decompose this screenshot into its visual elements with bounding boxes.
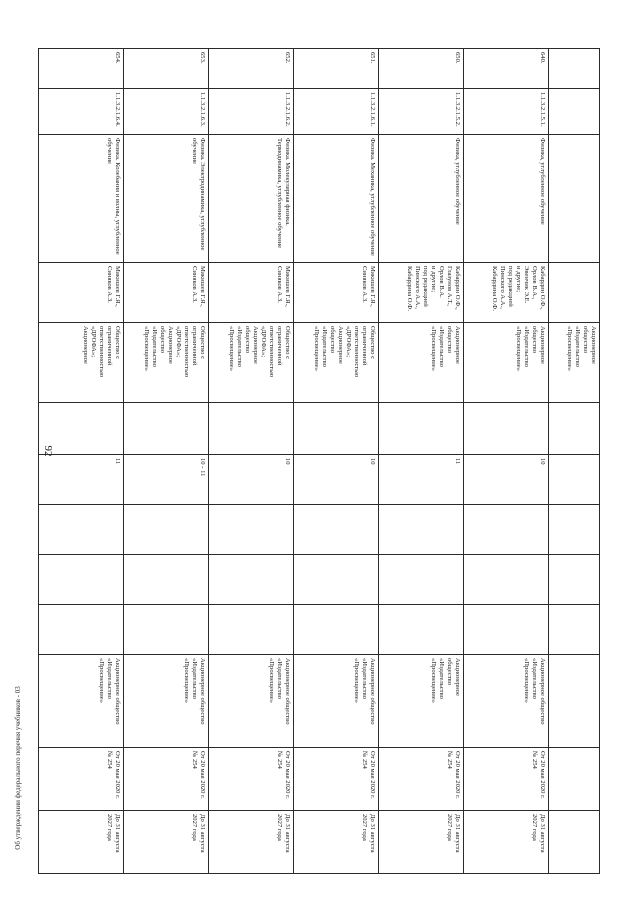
cell-line: Общество с (114, 326, 121, 360)
cell-line: «Издательство (235, 326, 243, 367)
cell-line: «Просвещение» (514, 326, 522, 372)
cell-line: Кабардина О.Ф. (405, 266, 413, 311)
empty-cell (379, 505, 464, 555)
authors-cell (294, 263, 379, 323)
cell-line: под редакцией (506, 266, 514, 307)
cell-line: «Издательство (320, 326, 328, 367)
cell-line: От 20 мая 2020 г. (454, 751, 461, 799)
cell-line: «Просвещение» (565, 326, 573, 372)
cell-line: «Просвещение» (429, 326, 437, 372)
cell-line: Мякишев Г.Я., (199, 266, 206, 307)
cell-line: № 254 (105, 751, 113, 769)
cell-line: От 20 мая 2020 г. (539, 751, 546, 799)
publisher-cell (464, 655, 549, 748)
cell-line: Орлов В.А., (530, 266, 538, 300)
empty-cell (124, 555, 209, 605)
cell-line: До 31 августа (199, 814, 206, 853)
cell-line: «ДРОФА»; (174, 326, 182, 358)
cell-line: 2027 года (360, 814, 368, 841)
cell-line: 2027 года (275, 814, 283, 841)
cell-line: Эвенчик Э.Е. (522, 266, 530, 304)
empty-cell (379, 403, 464, 455)
cell-line: «Издательство (150, 326, 158, 367)
empty-cell (464, 605, 549, 655)
cell-line: «ДРОФА»; (89, 326, 97, 358)
code-cell: 1.1.3.2.1.6.3. (124, 89, 209, 135)
table-cell (549, 263, 600, 323)
cell-line: «Просвещение» (267, 658, 275, 704)
table-cell (549, 135, 600, 263)
cell-line: Пинского А.А., (498, 266, 506, 309)
empty-cell (124, 505, 209, 555)
cell-line: «Издательство (275, 658, 283, 699)
grade-cell: 10 (209, 455, 294, 505)
table-cell (549, 811, 600, 874)
approval-date-cell (294, 748, 379, 811)
cell-line: Мякишев Г.Я., (284, 266, 291, 307)
cell-line: Акционерное общество (539, 658, 546, 725)
empty-cell (464, 403, 549, 455)
cell-line: «Просвещение» (227, 326, 235, 372)
cell-line: № 254 (190, 751, 198, 769)
authors-cell (39, 263, 124, 323)
cell-line: «Издательство (522, 326, 530, 367)
grade-cell: 10 (464, 455, 549, 505)
cell-line: ответственностью (182, 326, 190, 378)
code-cell: 1.1.3.2.1.5.2. (379, 89, 464, 135)
title-cell: Физика. Механика, углубленное обучение (294, 135, 379, 263)
cell-line: От 20 мая 2020 г. (284, 751, 291, 799)
approval-date-cell (464, 748, 549, 811)
cell-line: Акционерное (454, 658, 461, 696)
cell-line: От 20 мая 2020 г. (114, 751, 121, 799)
cell-line: 2027 года (105, 814, 113, 841)
cell-line: «Издательство (437, 326, 445, 367)
cell-line: под редакцией (421, 266, 429, 307)
empty-cell (39, 505, 124, 555)
valid-until-cell (379, 811, 464, 874)
title-cell: Физика, углубленное обучение (464, 135, 549, 263)
cell-line: ответственностью (352, 326, 360, 378)
cell-line: Орлов В.А. (437, 266, 445, 298)
footer-text: Об утверждении федерального перечня учебников - 03 (14, 686, 22, 850)
authors-cell (379, 263, 464, 323)
cell-line: «Издательство (105, 658, 113, 699)
cell-line: 2027 года (530, 814, 538, 841)
empty-cell (464, 555, 549, 605)
table-cell (549, 49, 600, 89)
row-number-cell: 652. (209, 49, 294, 89)
cell-line: ограниченной (360, 326, 368, 366)
approval-date-cell (379, 748, 464, 811)
cell-line: № 254 (360, 751, 368, 769)
cell-line: Пинского А.А., (413, 266, 421, 309)
empty-cell (39, 555, 124, 605)
cell-line: общество (328, 326, 336, 353)
empty-cell (209, 605, 294, 655)
title-cell: Физика, углубленное обучение (379, 135, 464, 263)
cell-line: «Издательство (360, 658, 368, 699)
empty-cell (124, 605, 209, 655)
cell-line: «Просвещение» (97, 658, 105, 704)
cell-line: «Просвещение» (522, 658, 530, 704)
cell-line: Акционерное (590, 326, 597, 364)
publisher-cell (379, 323, 464, 403)
cell-line: «Просвещение» (352, 658, 360, 704)
cell-line: До 31 августа (454, 814, 461, 853)
publisher-cell (379, 655, 464, 748)
textbook-table (38, 48, 600, 874)
row-number-cell: 640. (464, 49, 549, 89)
publisher-cell (124, 323, 209, 403)
empty-cell (294, 555, 379, 605)
valid-until-cell (124, 811, 209, 874)
publisher-cell (209, 323, 294, 403)
table-cell (549, 89, 600, 135)
empty-cell (209, 403, 294, 455)
textbook-table-rotated (70, 48, 600, 873)
cell-line: До 31 августа (369, 814, 376, 853)
table-cell (549, 655, 600, 748)
cell-line: Акционерное общество (284, 658, 291, 725)
table-cell (549, 748, 600, 811)
cell-line: общество (445, 326, 453, 353)
empty-cell (294, 505, 379, 555)
valid-until-cell (39, 811, 124, 874)
cell-line: Синяков А.З. (275, 266, 283, 303)
row-number-cell: 654. (39, 49, 124, 89)
cell-line: ответственностью (97, 326, 105, 378)
cell-line: «Просвещение» (182, 658, 190, 704)
cell-line: «Издательство (190, 658, 198, 699)
cell-line: № 254 (445, 751, 453, 769)
code-cell: 1.1.3.2.1.6.4. (39, 89, 124, 135)
cell-line: Синяков А.З. (105, 266, 113, 303)
cell-line: № 254 (275, 751, 283, 769)
cell-line: ограниченной (190, 326, 198, 366)
table-row (379, 49, 464, 874)
cell-line: «Просвещение» (312, 326, 320, 372)
empty-cell (464, 505, 549, 555)
row-number-cell: 650. (379, 49, 464, 89)
cell-line: общество (243, 326, 251, 353)
cell-line: общество (445, 658, 453, 685)
code-cell: 1.1.3.2.1.6.2. (209, 89, 294, 135)
page-number: 92 (42, 445, 54, 457)
cell-line: ответственностью (267, 326, 275, 378)
cell-line: общество (581, 326, 589, 353)
title-cell: Физика. Колебания и волны, углубленное обучение (39, 135, 124, 263)
cell-line: До 31 августа (114, 814, 121, 853)
cell-line: «Издательство (573, 326, 581, 367)
cell-line: Кабардина О.Ф. (490, 266, 498, 311)
cell-line: Акционерное (251, 326, 259, 364)
cell-line: Акционерное (454, 326, 461, 364)
cell-line: От 20 мая 2020 г. (199, 751, 206, 799)
publisher-cell (39, 323, 124, 403)
cell-line: Общество с (284, 326, 291, 360)
code-cell: 1.1.3.2.1.6.1. (294, 89, 379, 135)
empty-cell (124, 403, 209, 455)
cell-line: ограниченной (275, 326, 283, 366)
cell-line: Акционерное общество (369, 658, 376, 725)
cell-line: Акционерное (166, 326, 174, 364)
table-row (39, 49, 124, 874)
table-cell (549, 505, 600, 555)
cell-line: Общество с (199, 326, 206, 360)
cell-line: «Издательство (530, 658, 538, 699)
cell-line: Глазунов А.Т., (445, 266, 453, 306)
empty-cell (39, 605, 124, 655)
cell-line: До 31 августа (539, 814, 546, 853)
cell-line: «ДРОФА»; (259, 326, 267, 358)
title-cell: Физика. Электродинамика, углубленное обучение (124, 135, 209, 263)
cell-line: Акционерное (336, 326, 344, 364)
cell-line: Акционерное (81, 326, 89, 364)
row-number-cell: 653. (124, 49, 209, 89)
cell-line: Мякишев Г.Я., (114, 266, 121, 307)
grade-cell: 10 - 11 (124, 455, 209, 505)
row-number-cell: 651. (294, 49, 379, 89)
table-cell (549, 455, 600, 505)
empty-cell (379, 605, 464, 655)
cell-line: До 31 августа (284, 814, 291, 853)
approval-date-cell (209, 748, 294, 811)
grade-cell: 11 (39, 455, 124, 505)
cell-line: Акционерное общество (199, 658, 206, 725)
valid-until-cell (209, 811, 294, 874)
table-row (209, 49, 294, 874)
table-row (124, 49, 209, 874)
table-row (549, 49, 600, 874)
textbook-table-frame (70, 48, 600, 873)
authors-cell (209, 263, 294, 323)
cell-line: Акционерное общество (114, 658, 121, 725)
grade-cell: 11 (379, 455, 464, 505)
table-cell (549, 555, 600, 605)
cell-line: «Просвещение» (429, 658, 437, 704)
publisher-cell (39, 655, 124, 748)
publisher-cell (294, 655, 379, 748)
cell-line: Акционерное (539, 326, 546, 364)
cell-line: Кабардин О.Ф., (454, 266, 461, 310)
cell-line: Кабардин О.Ф., (539, 266, 546, 310)
cell-line: «Издательство (437, 658, 445, 699)
publisher-cell (124, 655, 209, 748)
cell-line: общество (158, 326, 166, 353)
cell-line: От 20 мая 2020 г. (369, 751, 376, 799)
empty-cell (294, 605, 379, 655)
table-cell (549, 403, 600, 455)
code-cell: 1.1.3.2.1.5.1. (464, 89, 549, 135)
empty-cell (294, 403, 379, 455)
cell-line: Мякишев Г.Я., (369, 266, 376, 307)
cell-line: «Просвещение» (142, 326, 150, 372)
approval-date-cell (124, 748, 209, 811)
authors-cell (124, 263, 209, 323)
table-row (464, 49, 549, 874)
cell-line: общество (530, 326, 538, 353)
publisher-cell (464, 323, 549, 403)
cell-line: и другие; (429, 266, 437, 293)
table-row (294, 49, 379, 874)
cell-line: «ДРОФА»; (344, 326, 352, 358)
empty-cell (379, 555, 464, 605)
title-cell: Физика. Молекулярная физика. Термодинамика, углубленное обучение (209, 135, 294, 263)
cell-line: Синяков А.З. (360, 266, 368, 303)
empty-cell (39, 403, 124, 455)
empty-cell (209, 505, 294, 555)
table-cell (549, 605, 600, 655)
publisher-cell (209, 655, 294, 748)
cell-line: Синяков А.З. (190, 266, 198, 303)
cell-line: ограниченной (105, 326, 113, 366)
approval-date-cell (39, 748, 124, 811)
publisher-cell (294, 323, 379, 403)
grade-cell: 10 (294, 455, 379, 505)
cell-line: № 254 (530, 751, 538, 769)
valid-until-cell (464, 811, 549, 874)
cell-line: Общество с (369, 326, 376, 360)
valid-until-cell (294, 811, 379, 874)
empty-cell (209, 555, 294, 605)
cell-line: и другие; (514, 266, 522, 293)
cell-line: 2027 года (445, 814, 453, 841)
authors-cell (464, 263, 549, 323)
publisher-cell (549, 323, 600, 403)
cell-line: 2027 года (190, 814, 198, 841)
